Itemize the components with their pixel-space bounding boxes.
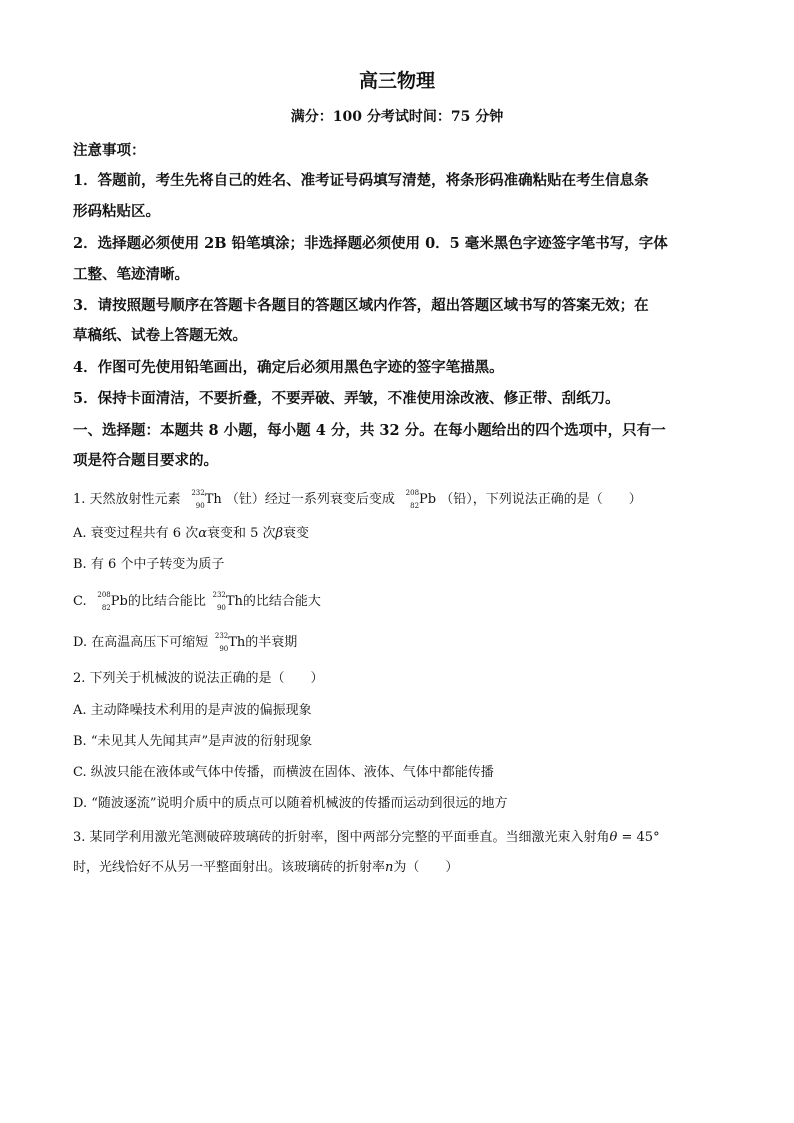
page-title: 高三物理 — [358, 70, 435, 92]
note-line: 5．保持卡面清洁，不要折叠，不要弄破、弄皱，不准使用涂改液、修正带、刮纸刀。 — [73, 390, 620, 407]
section-heading-cont: 项是符合题目要求的。 — [73, 452, 218, 469]
option-b: B. 有 6 个中子转变为质子 — [73, 557, 225, 572]
notes-heading: 注意事项： — [73, 142, 146, 159]
question-1-stem: 1. 天然放射性元素 232 90 Th （钍）经过一系列衰变后变成 208 82 Pb （铅），下列说法正确的是（ ） — [73, 489, 642, 510]
question-3-stem: 3. 某同学利用激光笔测破碎玻璃砖的折射率，图中两部分完整的平面垂直。当细激光束入射角θ = 45° — [73, 830, 660, 845]
lead-nuclide: 208 82 — [97, 591, 111, 612]
question-3-stem-cont: 时，光线恰好不从另一平整面射出。该玻璃砖的折射率n为（ ） — [73, 860, 459, 875]
note-line: 2．选择题必须使用 2B 铅笔填涂；非选择题必须使用 0．5 毫米黑色字迹签字笔书写，字体 — [73, 235, 668, 252]
option-b: B. “未见其人先闻其声”是声波的衍射现象 — [73, 734, 313, 749]
question-2-stem: 2. 下列关于机械波的说法正确的是（ ） — [73, 671, 324, 686]
exam-info: 满分：100 分考试时间：75 分钟 — [290, 109, 504, 125]
option-a: A. 主动降噪技术利用的是声波的偏振现象 — [73, 703, 312, 718]
note-line: 形码粘贴区。 — [73, 203, 160, 220]
note-line: 工整、笔迹清晰。 — [73, 266, 189, 283]
option-c: C. 纵波只能在液体或气体中传播，而横波在固体、液体、气体中都能传播 — [73, 765, 494, 780]
thorium-nuclide: 232 90 — [214, 632, 229, 653]
note-line: 1．答题前，考生先将自己的姓名、准考证号码填写清楚，将条形码准确粘贴在考生信息条 — [73, 172, 649, 189]
note-line: 草稿纸、试卷上答题无效。 — [73, 327, 247, 344]
thorium-nuclide: 232 90 — [191, 489, 205, 510]
option-d: D. “随波逐流”说明介质中的质点可以随着机械波的传播而运动到很远的地方 — [73, 796, 508, 811]
option-d: D. 在高温高压下可缩短 232 90 Th的半衰期 — [73, 632, 298, 653]
option-a: A. 衰变过程共有 6 次α衰变和 5 次β衰变 — [73, 526, 310, 541]
option-c: C. 208 82 Pb的比结合能比 232 90 Th的比结合能大 — [73, 591, 321, 612]
note-line: 3．请按照题号顺序在答题卡各题目的答题区域内作答，超出答题区域书写的答案无效；在 — [73, 297, 649, 314]
note-line: 4．作图可先使用铅笔画出，确定后必须用黑色字迹的签字笔描黑。 — [73, 359, 504, 376]
thorium-nuclide: 232 90 — [212, 591, 226, 612]
lead-nuclide: 208 82 — [405, 489, 420, 510]
section-heading: 一、选择题：本题共 8 小题，每小题 4 分，共 32 分。在每小题给出的四个选项中，只有一 — [73, 422, 666, 439]
